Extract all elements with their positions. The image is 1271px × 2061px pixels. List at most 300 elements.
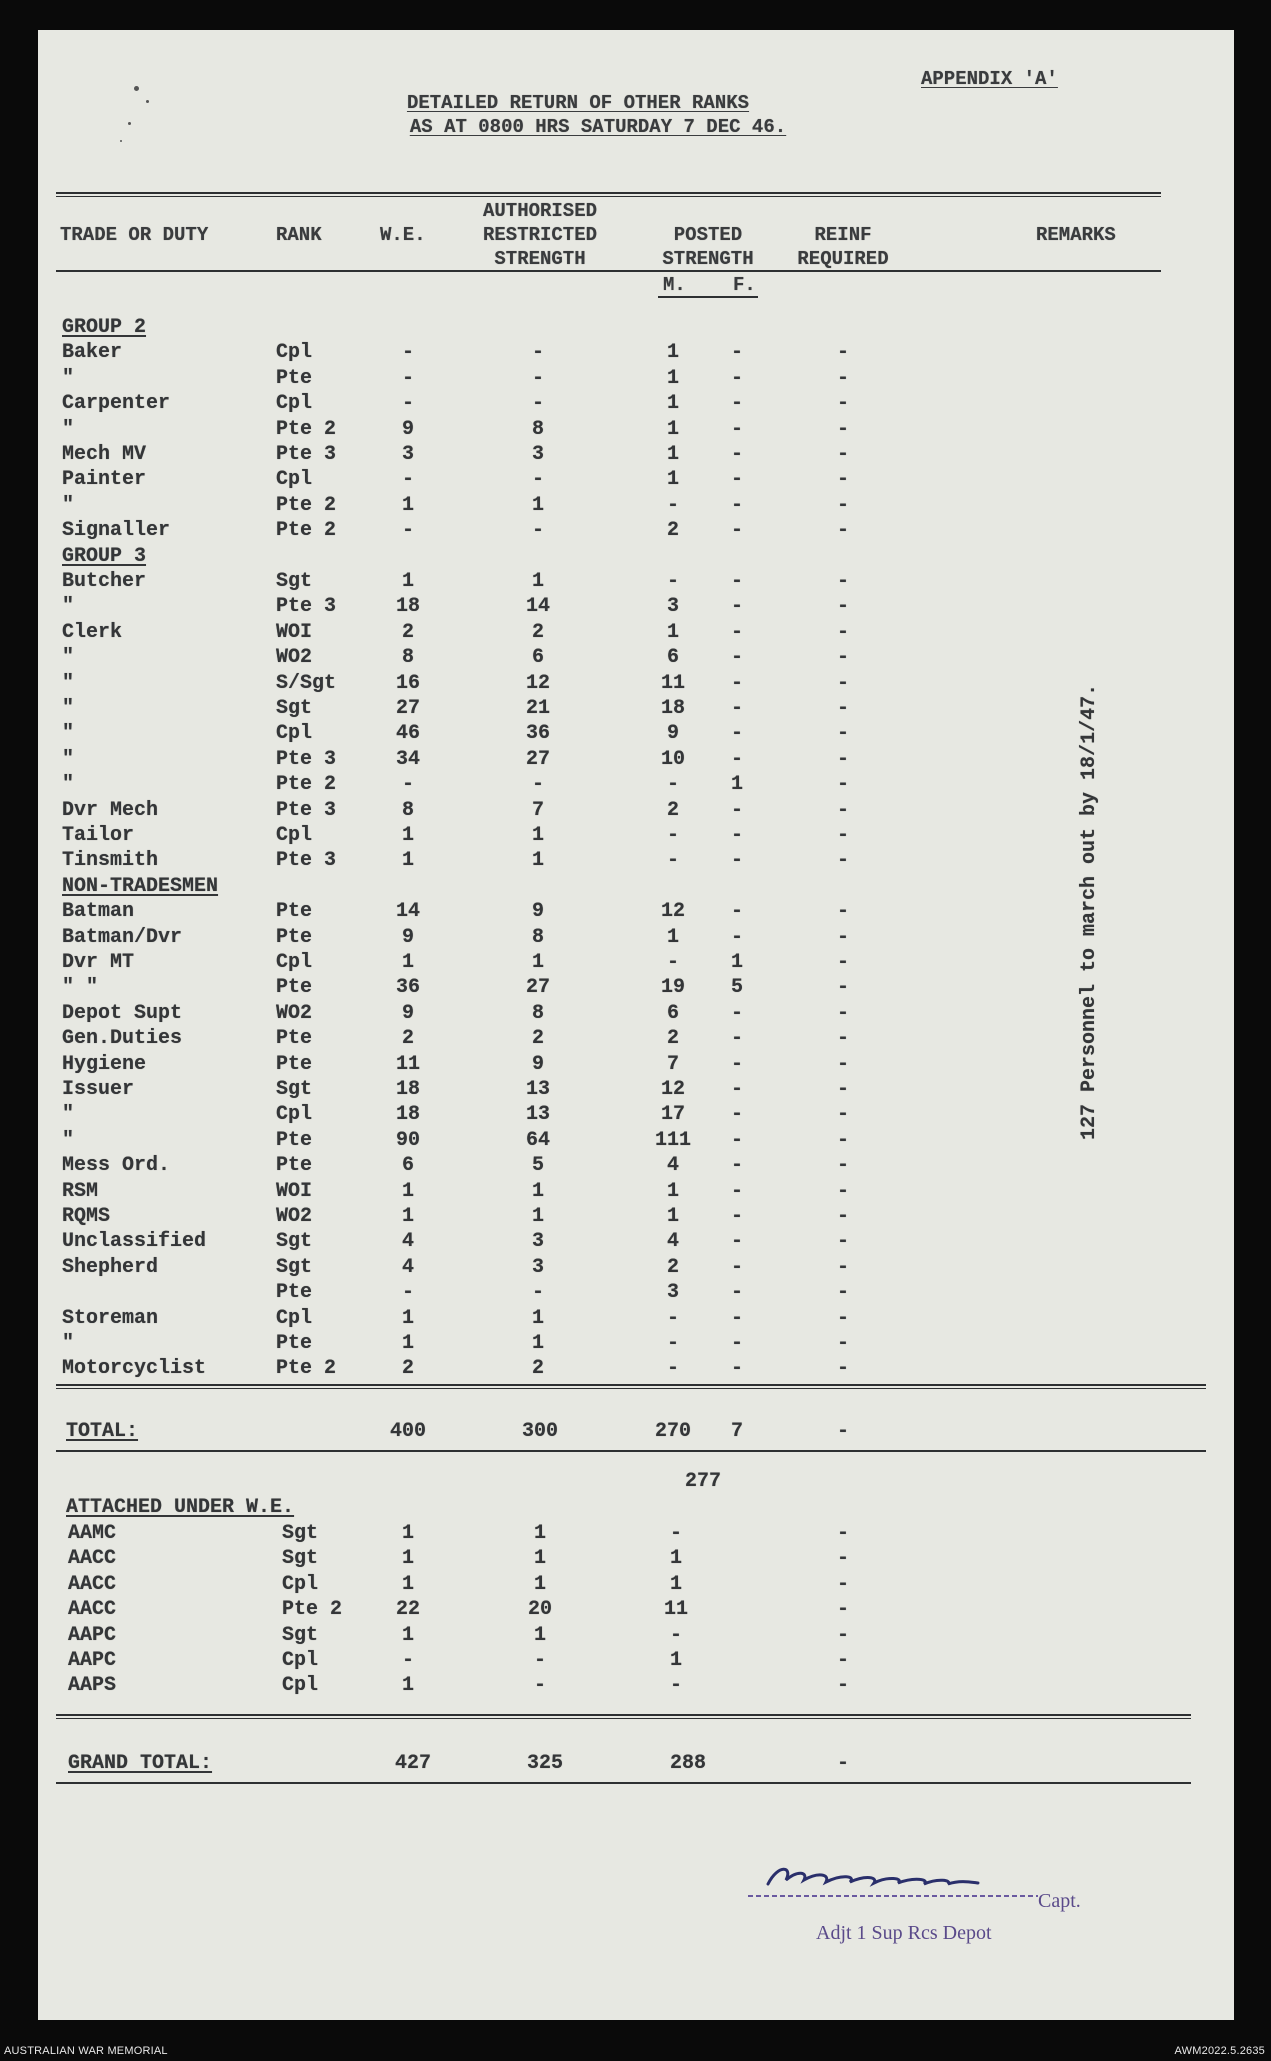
posted-m-cell: 12 bbox=[660, 1078, 685, 1101]
posted-m-cell: - bbox=[669, 1623, 682, 1647]
grand-total-we: 427 bbox=[394, 1752, 431, 1775]
reinf-cell: - bbox=[836, 570, 849, 593]
header-trade: TRADE OR DUTY bbox=[60, 224, 209, 246]
table-row bbox=[38, 722, 1234, 748]
header-rule-top-2 bbox=[56, 196, 1161, 197]
posted-f-cell: - bbox=[730, 468, 743, 492]
header-auth-1: AUTHORISED bbox=[482, 200, 598, 222]
we-cell: - bbox=[401, 1281, 414, 1305]
rank-cell: WO2 bbox=[276, 1001, 313, 1025]
auth-cell: 27 bbox=[525, 976, 550, 1000]
auth-cell: 1 bbox=[531, 1306, 544, 1330]
we-cell: 1 bbox=[401, 570, 414, 593]
footer-left: AUSTRALIAN WAR MEMORIAL bbox=[4, 2045, 168, 2057]
auth-cell: 1 bbox=[531, 1179, 544, 1203]
we-cell: 46 bbox=[395, 722, 420, 746]
auth-cell: 64 bbox=[525, 1128, 550, 1152]
header-reinf-2: REQUIRED bbox=[797, 248, 889, 270]
reinf-cell: - bbox=[836, 773, 849, 797]
posted-f-cell: - bbox=[730, 1078, 743, 1101]
posted-m-cell: 2 bbox=[666, 519, 679, 543]
table-row bbox=[38, 1357, 1234, 1383]
posted-m-cell: 1 bbox=[666, 1205, 679, 1228]
posted-m-cell: 3 bbox=[666, 595, 679, 619]
trade-cell: Clerk bbox=[62, 620, 123, 644]
we-cell: 18 bbox=[395, 595, 420, 619]
trade-cell: " bbox=[62, 417, 75, 441]
paper-speck bbox=[134, 86, 139, 91]
trade-cell: " bbox=[62, 1128, 75, 1152]
reinf-cell: - bbox=[836, 519, 849, 543]
we-cell: 9 bbox=[401, 925, 414, 949]
reinf-cell: - bbox=[836, 1205, 849, 1228]
auth-cell: 6 bbox=[531, 646, 544, 670]
auth-cell: 3 bbox=[531, 443, 544, 466]
reinf-cell: - bbox=[836, 1547, 849, 1571]
posted-m-cell: - bbox=[669, 1522, 682, 1545]
posted-m-cell: - bbox=[666, 570, 679, 593]
we-cell: - bbox=[401, 392, 414, 416]
posted-m-cell: 6 bbox=[666, 1001, 679, 1025]
reinf-cell: - bbox=[836, 722, 849, 746]
document-page bbox=[38, 30, 1234, 2020]
trade-cell: Gen.Duties bbox=[62, 1027, 183, 1051]
posted-f-cell: - bbox=[730, 1103, 743, 1127]
reinf-cell: - bbox=[836, 1623, 849, 1647]
footer-right: AWM2022.5.2635 bbox=[1174, 2045, 1265, 2057]
unit-cell: AACC bbox=[68, 1572, 117, 1596]
reinf-cell: - bbox=[836, 468, 849, 492]
attached-row bbox=[38, 1598, 1234, 1624]
rank-cell: Pte 2 bbox=[276, 1357, 337, 1381]
handwritten-signature bbox=[738, 1850, 1058, 1910]
posted-f-cell: - bbox=[730, 900, 743, 924]
we-cell: 4 bbox=[401, 1255, 414, 1279]
auth-cell: 1 bbox=[531, 1332, 544, 1355]
posted-m-cell: 2 bbox=[666, 1027, 679, 1051]
trade-cell: Signaller bbox=[62, 519, 171, 543]
total-rule-top-2 bbox=[56, 1388, 1206, 1389]
total-combined: 277 bbox=[684, 1470, 721, 1493]
table-row bbox=[38, 595, 1234, 621]
we-cell: 18 bbox=[395, 1078, 420, 1101]
rank-cell: WO2 bbox=[276, 646, 313, 670]
we-cell: - bbox=[401, 1649, 414, 1672]
auth-cell: - bbox=[531, 773, 544, 797]
auth-cell: - bbox=[533, 1674, 546, 1698]
grand-rule-bottom bbox=[56, 1782, 1191, 1784]
posted-f-cell: - bbox=[730, 1128, 743, 1152]
trade-cell: NON-TRADESMEN bbox=[62, 874, 219, 898]
trade-cell: Tinsmith bbox=[62, 849, 159, 873]
auth-cell: 7 bbox=[531, 798, 544, 822]
reinf-cell: - bbox=[836, 1154, 849, 1178]
trade-cell: " bbox=[62, 1332, 75, 1355]
we-cell: 2 bbox=[401, 1027, 414, 1051]
reinf-cell: - bbox=[836, 1598, 849, 1622]
posted-m-cell: - bbox=[666, 493, 679, 517]
we-cell: 1 bbox=[401, 1623, 414, 1647]
reinf-cell: - bbox=[836, 366, 849, 390]
total-auth: 300 bbox=[521, 1420, 558, 1443]
trade-cell: Butcher bbox=[62, 570, 147, 593]
trade-cell: RSM bbox=[62, 1179, 99, 1203]
auth-cell: 8 bbox=[531, 417, 544, 441]
rank-cell: Pte bbox=[276, 1281, 313, 1305]
total-rule-bottom bbox=[56, 1450, 1206, 1452]
paper-speck bbox=[120, 140, 122, 142]
total-rule-top bbox=[56, 1384, 1206, 1386]
posted-f-cell: - bbox=[730, 747, 743, 771]
we-cell: 1 bbox=[401, 1306, 414, 1330]
trade-cell: " bbox=[62, 493, 75, 517]
posted-m-cell: 6 bbox=[666, 646, 679, 670]
attached-row bbox=[38, 1624, 1234, 1650]
reinf-cell: - bbox=[836, 1255, 849, 1279]
auth-cell: 9 bbox=[531, 900, 544, 924]
grand-rule-top bbox=[56, 1714, 1191, 1716]
auth-cell: 2 bbox=[531, 620, 544, 644]
header-we: W.E. bbox=[380, 224, 426, 246]
trade-cell: " bbox=[62, 671, 75, 695]
reinf-cell: - bbox=[836, 1332, 849, 1355]
reinf-cell: - bbox=[836, 1179, 849, 1203]
we-cell: 8 bbox=[401, 798, 414, 822]
unit-cell: AAPC bbox=[68, 1623, 117, 1647]
auth-cell: - bbox=[533, 1649, 546, 1672]
posted-f-cell: - bbox=[730, 849, 743, 873]
reinf-cell: - bbox=[836, 443, 849, 466]
rank-cell: Pte bbox=[276, 1332, 313, 1355]
we-cell: 1 bbox=[401, 951, 414, 974]
rank-cell: Pte bbox=[276, 900, 313, 924]
posted-f-cell: - bbox=[730, 1027, 743, 1051]
rank-cell: WOI bbox=[276, 620, 313, 644]
table-row bbox=[38, 1230, 1234, 1256]
posted-m-cell: 1 bbox=[666, 925, 679, 949]
posted-m-cell: 17 bbox=[660, 1103, 685, 1127]
table-row bbox=[38, 1307, 1234, 1333]
reinf-cell: - bbox=[836, 798, 849, 822]
header-rule-bottom bbox=[56, 270, 1161, 272]
auth-cell: 1 bbox=[531, 1205, 544, 1228]
table-row bbox=[38, 621, 1234, 647]
posted-m-cell: 1 bbox=[666, 392, 679, 416]
group-heading-row bbox=[38, 545, 1234, 571]
reinf-cell: - bbox=[836, 1052, 849, 1076]
we-cell: 1 bbox=[401, 1572, 414, 1596]
total-m: 270 bbox=[654, 1420, 691, 1443]
table-row bbox=[38, 773, 1234, 799]
table-row bbox=[38, 519, 1234, 545]
unit-cell: AACC bbox=[68, 1547, 117, 1571]
reinf-cell: - bbox=[836, 1357, 849, 1381]
rank-cell: Cpl bbox=[276, 722, 313, 746]
trade-cell: Painter bbox=[62, 468, 147, 492]
posted-m-cell: 18 bbox=[660, 697, 685, 720]
posted-f-cell: - bbox=[730, 671, 743, 695]
posted-f-cell: - bbox=[730, 366, 743, 390]
table-row bbox=[38, 824, 1234, 850]
table-row bbox=[38, 1129, 1234, 1155]
we-cell: 8 bbox=[401, 646, 414, 670]
we-cell: 1 bbox=[401, 1205, 414, 1228]
reinf-cell: - bbox=[836, 620, 849, 644]
trade-cell: Mech MV bbox=[62, 443, 147, 466]
table-row bbox=[38, 849, 1234, 875]
attached-row bbox=[38, 1649, 1234, 1675]
mf-underline bbox=[658, 296, 758, 298]
table-row bbox=[38, 1180, 1234, 1206]
rank-cell: Pte bbox=[276, 925, 313, 949]
unit-cell: AAMC bbox=[68, 1522, 117, 1545]
table-row bbox=[38, 1053, 1234, 1079]
reinf-cell: - bbox=[836, 747, 849, 771]
posted-f-cell: - bbox=[730, 341, 743, 365]
auth-cell: 12 bbox=[525, 671, 550, 695]
reinf-cell: - bbox=[836, 976, 849, 1000]
we-cell: 1 bbox=[401, 1332, 414, 1355]
posted-m-cell: 2 bbox=[666, 798, 679, 822]
rank-cell: Pte bbox=[276, 1128, 313, 1152]
posted-m-cell: 4 bbox=[666, 1154, 679, 1178]
header-rule-top bbox=[56, 192, 1161, 194]
paper-speck bbox=[146, 100, 149, 103]
posted-m-cell: - bbox=[666, 1306, 679, 1330]
auth-cell: 1 bbox=[531, 493, 544, 517]
grand-total-reinf: - bbox=[836, 1752, 849, 1775]
we-cell: 3 bbox=[401, 443, 414, 466]
posted-f-cell: - bbox=[730, 722, 743, 746]
we-cell: 34 bbox=[395, 747, 420, 771]
auth-cell: - bbox=[531, 519, 544, 543]
posted-m-cell: - bbox=[666, 1357, 679, 1381]
trade-cell: Mess Ord. bbox=[62, 1154, 171, 1178]
reinf-cell: - bbox=[836, 1306, 849, 1330]
trade-cell: GROUP 3 bbox=[62, 544, 147, 568]
we-cell: 1 bbox=[401, 1522, 414, 1545]
auth-cell: 14 bbox=[525, 595, 550, 619]
trade-cell: " bbox=[62, 747, 75, 771]
rank-cell: Sgt bbox=[282, 1623, 319, 1647]
we-cell: 11 bbox=[395, 1052, 420, 1076]
auth-cell: 20 bbox=[527, 1598, 552, 1622]
reinf-cell: - bbox=[836, 849, 849, 873]
reinf-cell: - bbox=[836, 417, 849, 441]
header-remarks: REMARKS bbox=[1036, 224, 1116, 246]
auth-cell: 1 bbox=[531, 951, 544, 974]
posted-f-cell: - bbox=[730, 1230, 743, 1254]
posted-f-cell: - bbox=[730, 1255, 743, 1279]
we-cell: - bbox=[401, 468, 414, 492]
rank-cell: Cpl bbox=[276, 951, 313, 974]
grand-total-auth: 325 bbox=[526, 1752, 563, 1775]
reinf-cell: - bbox=[836, 697, 849, 720]
auth-cell: 21 bbox=[525, 697, 550, 720]
posted-f-cell: - bbox=[730, 824, 743, 847]
rank-cell: Sgt bbox=[276, 1255, 313, 1279]
we-cell: 1 bbox=[401, 824, 414, 847]
table-row bbox=[38, 1154, 1234, 1180]
posted-f-cell: - bbox=[730, 1205, 743, 1228]
rank-cell: Pte bbox=[276, 1027, 313, 1051]
we-cell: 1 bbox=[401, 1674, 414, 1698]
trade-cell: Hygiene bbox=[62, 1052, 147, 1076]
posted-f-cell: 1 bbox=[730, 773, 743, 797]
auth-cell: 1 bbox=[533, 1572, 546, 1596]
we-cell: 4 bbox=[401, 1230, 414, 1254]
rank-cell: Pte 2 bbox=[276, 493, 337, 517]
reinf-cell: - bbox=[836, 1078, 849, 1101]
we-cell: 90 bbox=[395, 1128, 420, 1152]
total-label: TOTAL: bbox=[66, 1420, 139, 1443]
table-row bbox=[38, 418, 1234, 444]
attached-heading: ATTACHED UNDER W.E. bbox=[66, 1496, 295, 1519]
attached-row bbox=[38, 1522, 1234, 1548]
reinf-cell: - bbox=[836, 493, 849, 517]
posted-m-cell: - bbox=[666, 824, 679, 847]
auth-cell: - bbox=[531, 366, 544, 390]
posted-m-cell: 11 bbox=[663, 1598, 688, 1622]
rank-cell: Cpl bbox=[276, 1306, 313, 1330]
posted-f-cell: - bbox=[730, 417, 743, 441]
table-row bbox=[38, 900, 1234, 926]
posted-f-cell: - bbox=[730, 697, 743, 720]
table-row bbox=[38, 1002, 1234, 1028]
trade-cell: Storeman bbox=[62, 1306, 159, 1330]
rank-cell: Sgt bbox=[282, 1547, 319, 1571]
auth-cell: 5 bbox=[531, 1154, 544, 1178]
grand-rule-top-2 bbox=[56, 1718, 1191, 1719]
trade-cell: " " bbox=[62, 976, 99, 1000]
auth-cell: 1 bbox=[531, 849, 544, 873]
rank-cell: Pte 3 bbox=[276, 443, 337, 466]
posted-m-cell: 1 bbox=[666, 1179, 679, 1203]
rank-cell: Pte 3 bbox=[276, 595, 337, 619]
auth-cell: - bbox=[531, 468, 544, 492]
table-row bbox=[38, 1332, 1234, 1358]
rank-cell: Pte 2 bbox=[276, 519, 337, 543]
we-cell: 2 bbox=[401, 1357, 414, 1381]
reinf-cell: - bbox=[836, 900, 849, 924]
table-row bbox=[38, 494, 1234, 520]
header-posted-2: STRENGTH bbox=[662, 248, 754, 270]
rank-cell: Pte 2 bbox=[282, 1598, 343, 1622]
rank-cell: Pte 3 bbox=[276, 798, 337, 822]
reinf-cell: - bbox=[836, 646, 849, 670]
rank-cell: Sgt bbox=[276, 1230, 313, 1254]
posted-f-cell: - bbox=[730, 595, 743, 619]
posted-m-cell: 3 bbox=[666, 1281, 679, 1305]
we-cell: 18 bbox=[395, 1103, 420, 1127]
reinf-cell: - bbox=[836, 1674, 849, 1698]
we-cell: 2 bbox=[401, 620, 414, 644]
posted-m-cell: 1 bbox=[666, 468, 679, 492]
reinf-cell: - bbox=[836, 1027, 849, 1051]
we-cell: 1 bbox=[401, 849, 414, 873]
auth-cell: 13 bbox=[525, 1078, 550, 1101]
auth-cell: 1 bbox=[533, 1522, 546, 1545]
reinf-cell: - bbox=[836, 671, 849, 695]
header-auth-3: STRENGTH bbox=[494, 248, 586, 270]
table-row bbox=[38, 672, 1234, 698]
reinf-cell: - bbox=[836, 1230, 849, 1254]
auth-cell: 3 bbox=[531, 1255, 544, 1279]
posted-f-cell: - bbox=[730, 1281, 743, 1305]
auth-cell: 8 bbox=[531, 925, 544, 949]
posted-m-cell: 12 bbox=[660, 900, 685, 924]
we-cell: - bbox=[401, 341, 414, 365]
rank-cell: Sgt bbox=[276, 697, 313, 720]
trade-cell: Carpenter bbox=[62, 392, 171, 416]
table-row bbox=[38, 1027, 1234, 1053]
posted-m-cell: - bbox=[666, 849, 679, 873]
rank-cell: Cpl bbox=[282, 1649, 319, 1672]
table-row bbox=[38, 748, 1234, 774]
rank-cell: Cpl bbox=[282, 1572, 319, 1596]
posted-f-cell: - bbox=[730, 1179, 743, 1203]
table-row bbox=[38, 392, 1234, 418]
auth-cell: 13 bbox=[525, 1103, 550, 1127]
rank-cell: WO2 bbox=[276, 1205, 313, 1228]
header-rank: RANK bbox=[276, 224, 322, 246]
trade-cell: GROUP 2 bbox=[62, 316, 147, 339]
trade-cell: " bbox=[62, 722, 75, 746]
table-row bbox=[38, 646, 1234, 672]
posted-f-cell: - bbox=[730, 493, 743, 517]
rank-cell: Sgt bbox=[282, 1522, 319, 1545]
posted-m-cell: - bbox=[669, 1674, 682, 1698]
auth-cell: 1 bbox=[533, 1623, 546, 1647]
trade-cell: Motorcyclist bbox=[62, 1357, 207, 1381]
posted-m-cell: 1 bbox=[669, 1572, 682, 1596]
posted-f-cell: - bbox=[730, 646, 743, 670]
auth-cell: 1 bbox=[533, 1547, 546, 1571]
posted-f-cell: - bbox=[730, 570, 743, 593]
rank-cell: Pte 3 bbox=[276, 849, 337, 873]
posted-f-cell: - bbox=[730, 798, 743, 822]
rank-cell: Pte bbox=[276, 1154, 313, 1178]
reinf-cell: - bbox=[836, 1522, 849, 1545]
trade-cell: " bbox=[62, 773, 75, 797]
we-cell: 27 bbox=[395, 697, 420, 720]
posted-m-cell: 1 bbox=[666, 341, 679, 365]
header-f: F. bbox=[733, 274, 756, 296]
we-cell: 16 bbox=[395, 671, 420, 695]
rank-cell: Cpl bbox=[276, 1103, 313, 1127]
rank-cell: Cpl bbox=[276, 392, 313, 416]
table-row bbox=[38, 926, 1234, 952]
reinf-cell: - bbox=[836, 341, 849, 365]
trade-cell: Batman/Dvr bbox=[62, 925, 183, 949]
auth-cell: 2 bbox=[531, 1027, 544, 1051]
trade-cell: RQMS bbox=[62, 1205, 111, 1228]
reinf-cell: - bbox=[836, 1001, 849, 1025]
trade-cell: " bbox=[62, 646, 75, 670]
rank-cell: Cpl bbox=[276, 824, 313, 847]
table-row bbox=[38, 951, 1234, 977]
posted-f-cell: - bbox=[730, 620, 743, 644]
we-cell: 22 bbox=[395, 1598, 420, 1622]
header-m: M. bbox=[663, 274, 686, 296]
auth-cell: 9 bbox=[531, 1052, 544, 1076]
adjutant-stamp: Adjt 1 Sup Rcs Depot bbox=[816, 1922, 992, 1944]
trade-cell: Batman bbox=[62, 900, 135, 924]
posted-m-cell: 9 bbox=[666, 722, 679, 746]
we-cell: - bbox=[401, 366, 414, 390]
posted-m-cell: 7 bbox=[666, 1052, 679, 1076]
trade-cell: " bbox=[62, 366, 75, 390]
